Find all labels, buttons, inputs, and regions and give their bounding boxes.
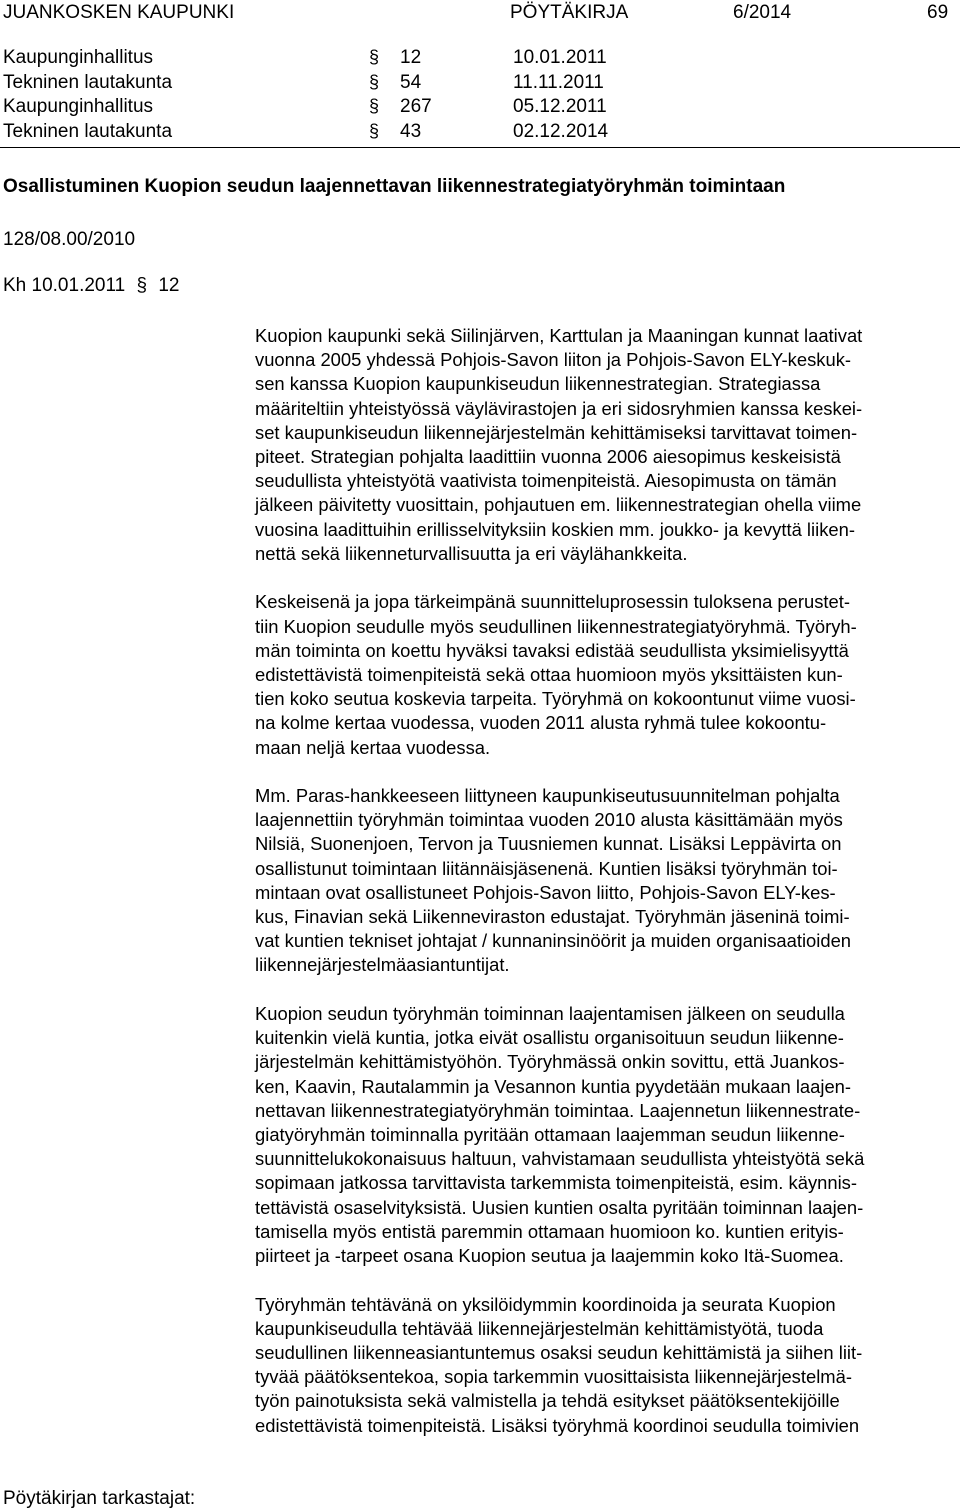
paragraph [255, 590, 960, 759]
section-number: 12 [400, 47, 422, 68]
paragraph-line: seudullista yhteistyötä vaativista toimenpiteistä. Aiesopimusta on tämän [255, 470, 837, 492]
paragraph-line: edistettävistä toimenpiteistä. Lisäksi työryhmä koordinoi seudulla toimivien [255, 1414, 860, 1436]
meeting-body: Tekninen lautakunta [3, 71, 173, 93]
meeting-body: Kaupunginhallitus [3, 47, 154, 68]
body-text [255, 324, 960, 1438]
footer-reviewers-label: Pöytäkirjan tarkastajat: [3, 1488, 196, 1509]
page-header [0, 0, 960, 28]
meeting-body: Tekninen lautakunta [3, 121, 173, 143]
paragraph [255, 1002, 960, 1268]
section-mark: § [369, 47, 380, 67]
paragraph-line: tamisella myös entistä paremmin ottamaan huomioon ko. kuntien erityis- [255, 1220, 844, 1242]
section-mark: § [369, 71, 380, 92]
paragraph-line: vuosina laadittuihin erillisselvityksiin koskien mm. joukko- ja kevyttä liiken- [255, 518, 855, 540]
paragraph-line: Mm. Paras-hankkeeseen liittyneen kaupunkiseutusuunnitelman pohjalta [255, 785, 840, 807]
paragraph-line: suunnittelukokonaisuus haltuun, vahvistamaan seudullista yhteistyötä sekä [255, 1148, 865, 1170]
header-doc-number: 6/2014 [733, 2, 792, 23]
paragraph-line: Kuopion seudun työryhmän toiminnan laajentamisen jälkeen on seudulla [255, 1002, 845, 1024]
paragraph-line: piteet. Strategian pohjalta laadittiin vuonna 2006 aiesopimus keskeisistä [255, 446, 841, 468]
item-title: Osallistuminen Kuopion seudun laajennettavan liikennestrategiatyöryhmän toimintaan [3, 176, 786, 197]
paragraph-line: nettavan liikennestrategiatyöryhmän toimintaa. Laajennetun liikennestrate- [255, 1099, 861, 1121]
paragraph-line: Työryhmän tehtävänä on yksilöidymmin koordinoida ja seurata Kuopion [255, 1293, 836, 1315]
meeting-date: 05.12.2011 [513, 96, 607, 118]
section-number: 54 [400, 71, 422, 93]
paragraph-line: tettävistä osaselvityksistä. Uusien kuntien osalta pyritään toiminnan laajen- [255, 1196, 864, 1218]
section-mark: § [369, 121, 380, 142]
paragraph-line: Keskeisenä ja jopa tärkeimpänä suunnitteluprosessin tuloksena perustet- [255, 591, 850, 613]
paragraph-line: ken, Kaavin, Rautalammin ja Vesannon kuntia pyydetään mukaan laajen- [255, 1075, 852, 1097]
paragraph-line: seudullinen liikenneasiantuntemus osaksi seudun kehittämistä ja siihen liit- [255, 1341, 863, 1363]
paragraph-line: liikennejärjestelmäasiantuntijat. [255, 954, 510, 976]
meeting-date: 02.12.2014 [513, 121, 609, 143]
paragraph-line: sen kanssa Kuopion kaupunkiseudun liikennestrategian. Strategiassa [255, 373, 821, 395]
meeting-row [2, 72, 960, 97]
paragraph-line: tiin Kuopion seudulle myös seudullinen liikennestrategiatyöryhmä. Työryh- [255, 615, 857, 637]
paragraph-line: määriteltiin yhteistyössä väylävirastojen ja eri sidosryhmien kanssa keskei- [255, 397, 863, 419]
paragraph-line: laajennettiin työryhmän toimintaa vuoden 2010 alusta käsittämään myös [255, 809, 843, 831]
meeting-row [2, 121, 960, 146]
meeting-date: 10.01.2011 [513, 47, 607, 68]
paragraph-line: vuonna 2005 yhdessä Pohjois-Savon liiton ja Pohjois-Savon ELY-keskuk- [255, 349, 852, 371]
section-mark: § [136, 275, 148, 296]
meeting-row [2, 96, 960, 121]
paragraph-line: mintaan ovat osallistuneet Pohjois-Savon liitto, Pohjois-Savon ELY-kes- [255, 881, 836, 903]
header-doc-type: PÖYTÄKIRJA [510, 2, 629, 23]
paragraph-line: nettä sekä liikenneturvallisuutta ja eri väylähankkeita. [255, 542, 688, 564]
paragraph-line: järjestelmän kehittämistyöhön. Työryhmässä onkin sovittu, että Juankos- [255, 1051, 845, 1073]
paragraph-line: kus, Finavian sekä Liikenneviraston edustajat. Työryhmän jäseninä toimi- [255, 906, 850, 928]
paragraph-line: giatyöryhmän toiminnalla pyritään ottamaan laajemman seudun liikenne- [255, 1123, 845, 1145]
paragraph-line: maan neljä kertaa vuodessa. [255, 736, 491, 758]
meeting-row [2, 47, 960, 72]
section-number: 12 [158, 275, 180, 296]
paragraph-line: tien koko seutua koskevia tarpeita. Työryhmä on kokoontunut viime vuosi- [255, 688, 856, 710]
paragraph-line: tyvää päätöksentekoa, sopia tarkemmin vuosittaisista liikennejärjestelmä- [255, 1366, 852, 1388]
paragraph [255, 324, 960, 566]
meeting-history [2, 47, 960, 146]
header-city: JUANKOSKEN KAUPUNKI [3, 2, 235, 23]
paragraph-line: set kaupunkiseudun liikennejärjestelmän kehittämiseksi tarvittavat toimen- [255, 421, 858, 443]
paragraph-line: Kuopion kaupunki sekä Siilinjärven, Karttulan ja Maaningan kunnat laativat [255, 325, 863, 346]
decision-reference [3, 275, 185, 297]
paragraph-line: kuitenkin vielä kuntia, jotka eivät osallistu organisoituun seudun liikenne- [255, 1027, 844, 1049]
section-number: 43 [400, 121, 422, 143]
paragraph-line: Nilsiä, Suonenjoen, Tervon ja Tuusniemen kunnat. Lisäksi Leppävirta on [255, 833, 842, 855]
paragraph-line: na kolme kertaa vuodessa, vuoden 2011 alusta ryhmä tulee kokoontu- [255, 712, 827, 734]
document-reference: 128/08.00/2010 [3, 229, 136, 250]
paragraph-line: osallistunut toimintaan liitännäisjäsenenä. Kuntien lisäksi työryhmän toi- [255, 857, 838, 879]
paragraph-line: män toiminta on koettu hyväksi tavaksi edistää seudullista yksimielisyyttä [255, 639, 849, 661]
paragraph-line: piirteet ja -tarpeet osana Kuopion seutua ja laajemmin koko Itä-Suomea. [255, 1245, 844, 1266]
paragraph-line: edistettävistä toimenpiteistä sekä ottaa huomioon myös yksittäisten kun- [255, 663, 843, 685]
meeting-date: 11.11.2011 [513, 71, 604, 93]
section-number: 267 [400, 96, 432, 118]
paragraph [255, 784, 960, 978]
decision-label: Kh 10.01.2011 [3, 275, 126, 296]
paragraph-line: sopimaan jatkossa tarvittavista tarkemmista toimenpiteistä, esim. käynnis- [255, 1172, 858, 1194]
paragraph-line: vat kuntien tekniset johtajat / kunnaninsinöörit ja muiden organisaatioiden [255, 930, 852, 952]
paragraph-line: työn painotuksista sekä valmistella ja tehdä esitykset päätöksentekijöille [255, 1390, 840, 1412]
paragraph-line: jälkeen päivitetty vuosittain, pohjautuen em. liikennestrategian ohella viime [255, 494, 862, 516]
section-mark: § [369, 96, 380, 117]
meeting-body: Kaupunginhallitus [3, 96, 154, 118]
header-page-number: 69 [927, 2, 949, 23]
paragraph [255, 1293, 960, 1438]
divider-line [0, 147, 960, 148]
paragraph-line: kaupunkiseudulla tehtävää liikennejärjestelmän kehittämistyötä, tuoda [255, 1317, 824, 1339]
